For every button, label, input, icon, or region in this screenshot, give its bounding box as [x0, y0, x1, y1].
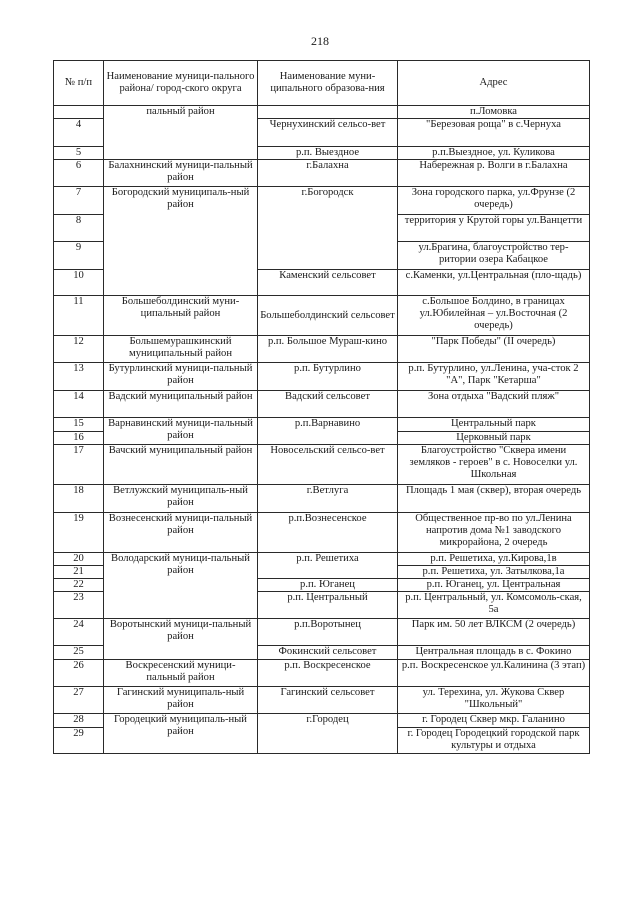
row-formation: р.п. Юганец	[258, 579, 398, 592]
table-row	[54, 106, 590, 119]
row-num: 25	[54, 646, 104, 660]
table-row	[54, 714, 590, 728]
row-formation: р.п.Варнавино	[258, 418, 398, 445]
row-formation: г.Балахна	[258, 160, 398, 187]
row-formation: Новосельский сельсо-вет	[258, 445, 398, 485]
row-address: Зона отдыха "Вадский пляж"	[398, 391, 590, 418]
header-address: Адрес	[398, 61, 590, 106]
row-num: 24	[54, 619, 104, 646]
row-address: Благоустройство "Сквера имени земляков - героев" в с. Новоселки ул. Школьная	[398, 445, 590, 485]
row-district: пальный район	[104, 106, 258, 160]
row-address: с.Большое Болдино, в границах ул.Юбилейная – ул.Восточная (2 очередь)	[398, 296, 590, 336]
row-address: Площадь 1 мая (сквер), вторая очередь	[398, 485, 590, 513]
row-address: Парк им. 50 лет ВЛКСМ (2 очередь)	[398, 619, 590, 646]
row-address: с.Каменки, ул.Центральная (пло-щадь)	[398, 270, 590, 296]
row-formation: Вадский сельсовет	[258, 391, 398, 418]
row-address: "Парк Победы" (II очередь)	[398, 336, 590, 363]
row-district: Большемурашкинский муниципальный район	[104, 336, 258, 363]
row-num: 18	[54, 485, 104, 513]
table-row	[54, 619, 590, 646]
row-address: "Березовая роща" в с.Чернуха	[398, 119, 590, 147]
row-district: Гагинский муниципаль-ный район	[104, 687, 258, 714]
row-num: 14	[54, 391, 104, 418]
row-num: 28	[54, 714, 104, 728]
header-num: № п/п	[54, 61, 104, 106]
row-num: 7	[54, 187, 104, 215]
row-address: ул.Брагина, благоустройство тер-ритории озера Кабацкое	[398, 242, 590, 270]
row-num: 16	[54, 432, 104, 445]
row-district: Варнавинский муници-пальный район	[104, 418, 258, 445]
row-district: Бутурлинский муници-пальный район	[104, 363, 258, 391]
row-district: Городецкий муниципаль-ный район	[104, 714, 258, 754]
row-district: Володарский муници-пальный район	[104, 553, 258, 619]
row-district: Вачский муниципальный район	[104, 445, 258, 485]
row-num: 5	[54, 147, 104, 160]
row-num: 27	[54, 687, 104, 714]
row-num	[54, 106, 104, 119]
row-num: 11	[54, 296, 104, 336]
row-address: г. Городец Сквер мкр. Галанино	[398, 714, 590, 728]
row-address: ул. Терехина, ул. Жукова Сквер "Школьный"	[398, 687, 590, 714]
row-address: р.п. Решетиха, ул.Кирова,1в	[398, 553, 590, 566]
row-formation: Гагинский сельсовет	[258, 687, 398, 714]
row-formation: Большеболдинский сельсовет	[258, 296, 398, 336]
row-num: 21	[54, 566, 104, 579]
table-header-row	[54, 61, 590, 106]
row-num: 26	[54, 660, 104, 687]
row-formation: Чернухинский сельсо-вет	[258, 119, 398, 147]
row-district: Балахнинский муници-пальный район	[104, 160, 258, 187]
row-district: Большеболдинский муни-ципальный район	[104, 296, 258, 336]
row-formation: Фокинский сельсовет	[258, 646, 398, 660]
row-address: р.п. Бутурлино, ул.Ленина, уча-сток 2 "А", Парк "Кетарша"	[398, 363, 590, 391]
page-number: 218	[311, 34, 329, 48]
row-address: Центральная площадь в с. Фокино	[398, 646, 590, 660]
row-formation: г.Ветлуга	[258, 485, 398, 513]
row-address: территория у Крутой горы ул.Ванцетти	[398, 215, 590, 242]
row-formation: р.п.Воротынец	[258, 619, 398, 646]
table-row	[54, 363, 590, 391]
row-address: р.п. Центральный, ул. Комсомоль-ская, 5а	[398, 592, 590, 619]
table-row	[54, 660, 590, 687]
table-row	[54, 418, 590, 432]
header-district: Наименование муници-пального района/ город-ского округа	[104, 61, 258, 106]
row-district: Воротынский муници-пальный район	[104, 619, 258, 660]
row-address: Общественное пр-во по ул.Ленина напротив дома №1 заводского микрорайона, 2 очередь	[398, 513, 590, 553]
table-row	[54, 160, 590, 187]
row-address: Центральный парк	[398, 418, 590, 432]
row-address: р.п. Решетиха, ул. Затылкова,1а	[398, 566, 590, 579]
row-num: 22	[54, 579, 104, 592]
row-num: 12	[54, 336, 104, 363]
table-row	[54, 513, 590, 553]
row-district: Богородский муниципаль-ный район	[104, 187, 258, 296]
row-num: 17	[54, 445, 104, 485]
row-address: п.Ломовка	[398, 106, 590, 119]
row-num: 9	[54, 242, 104, 270]
row-num: 15	[54, 418, 104, 432]
row-num: 20	[54, 553, 104, 566]
row-num: 13	[54, 363, 104, 391]
table-row	[54, 296, 590, 336]
row-district: Ветлужский муниципаль-ный район	[104, 485, 258, 513]
row-district: Вознесенский муници-пальный район	[104, 513, 258, 553]
row-address: Церковный парк	[398, 432, 590, 445]
row-district: Воскресенский муници-пальный район	[104, 660, 258, 687]
table-row	[54, 336, 590, 363]
table-row	[54, 687, 590, 714]
row-formation: р.п. Бутурлино	[258, 363, 398, 391]
row-address: Набережная р. Волги в г.Балахна	[398, 160, 590, 187]
row-address: р.п. Юганец, ул. Центральная	[398, 579, 590, 592]
row-num: 8	[54, 215, 104, 242]
table-row	[54, 391, 590, 418]
table-row	[54, 553, 590, 566]
header-formation: Наименование муни-ципального образова-ния	[258, 61, 398, 106]
row-formation: р.п. Решетиха	[258, 553, 398, 579]
row-address: р.п. Воскресенское ул.Калинина (3 этап)	[398, 660, 590, 687]
row-num: 4	[54, 119, 104, 147]
row-formation: г.Городец	[258, 714, 398, 754]
row-formation: р.п. Воскресенское	[258, 660, 398, 687]
row-num: 6	[54, 160, 104, 187]
row-formation: р.п. Центральный	[258, 592, 398, 619]
table-row	[54, 485, 590, 513]
registry-table	[53, 60, 590, 754]
row-num: 29	[54, 728, 104, 754]
row-district: Вадский муниципальный район	[104, 391, 258, 418]
row-address: Зона городского парка, ул.Фрунзе (2 очередь)	[398, 187, 590, 215]
table-row	[54, 445, 590, 485]
row-formation: р.п. Выездное	[258, 147, 398, 160]
row-formation: р.п. Большое Мураш-кино	[258, 336, 398, 363]
row-formation: г.Богородск	[258, 187, 398, 270]
row-num: 23	[54, 592, 104, 619]
row-formation: р.п.Вознесенское	[258, 513, 398, 553]
row-address: г. Городец Городецкий городской парк культуры и отдыха	[398, 728, 590, 754]
row-num: 19	[54, 513, 104, 553]
row-formation: Каменский сельсовет	[258, 270, 398, 296]
row-num: 10	[54, 270, 104, 296]
table-row	[54, 187, 590, 215]
row-formation	[258, 106, 398, 119]
row-address: р.п.Выездное, ул. Куликова	[398, 147, 590, 160]
